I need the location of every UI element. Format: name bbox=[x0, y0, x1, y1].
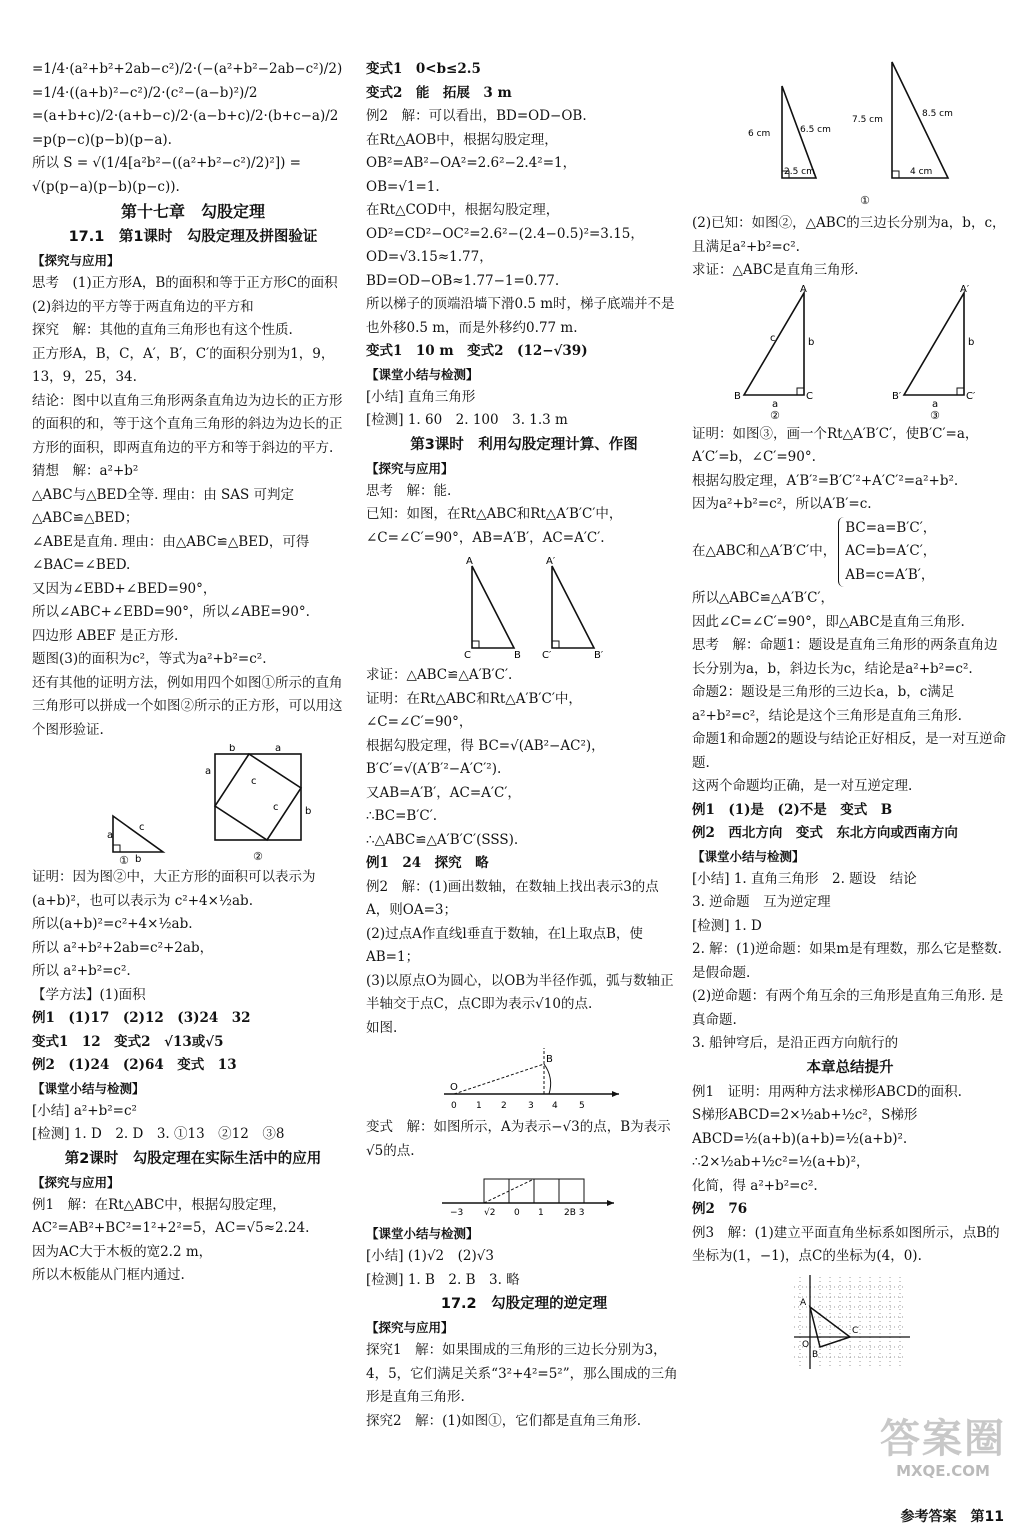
text-line: BC=a=B′C′， bbox=[845, 519, 937, 536]
lesson-title: 第2课时 勾股定理在实际生活中的应用 bbox=[64, 1150, 322, 1167]
section-title: 17.2 勾股定理的逆定理 bbox=[440, 1296, 608, 1312]
number-line-sqrt10-figure bbox=[424, 1042, 624, 1114]
svg-text:c: c bbox=[139, 822, 145, 833]
text-line: 探究1 解：如果围成的三角形的三边长分别为3，4，5，它们满足关系“3²+4²=5²”，那么围成的三角形是直角三角形. bbox=[366, 1342, 678, 1405]
svg-text:b: b bbox=[808, 336, 815, 348]
text-line: 所以△ABC≌△A′B′C′， bbox=[692, 590, 835, 606]
text-line: 这两个命题均正确，是一对互逆定理. bbox=[692, 778, 913, 794]
text-line: OD=√3.15≈1.77， bbox=[366, 249, 493, 265]
svg-text:B: B bbox=[812, 1349, 819, 1360]
text-line: 思考 解：能. bbox=[366, 482, 452, 499]
chapter-title: 第十七章 勾股定理 bbox=[120, 202, 265, 221]
svg-text:4: 4 bbox=[552, 1101, 558, 1111]
text-line: 证明：因为图②中，大正方形的面积可以表示为 bbox=[32, 869, 316, 885]
text-line: 变式1 10 m 变式2 (12−√39) bbox=[366, 343, 588, 359]
text-line: [检测] 1. B 2. B 3. 略 bbox=[366, 1271, 520, 1288]
text-line: 例1 (1)17 (2)12 (3)24 32 bbox=[32, 1010, 251, 1026]
svg-text:B′: B′ bbox=[594, 650, 604, 661]
svg-text:1: 1 bbox=[476, 1101, 482, 1111]
svg-text:A: A bbox=[800, 284, 807, 295]
svg-text:C: C bbox=[852, 1325, 859, 1336]
text-line: [小结] a²+b²=c² bbox=[32, 1102, 137, 1119]
formula-line: 所以 S = √(1/4[a²b²−((a²+b²−c²)/2)²]) = bbox=[32, 155, 301, 171]
text-line: AB=c=A′B′， bbox=[845, 566, 935, 583]
brace-group bbox=[838, 517, 936, 588]
text-line: 根据勾股定理，A′B′²=B′C′²+A′C′²=a²+b². bbox=[692, 472, 959, 489]
svg-text:O: O bbox=[450, 1082, 458, 1093]
text-line: (2)过点A作直线l垂直于数轴，在l上取点B，使AB=1； bbox=[366, 925, 643, 965]
svg-text:B: B bbox=[514, 650, 521, 661]
text-line: 因为a²+b²=c²，所以A′B′=c. bbox=[692, 496, 872, 512]
text-line: 思考 解：命题1：题设是直角三角形的两条直角边长分别为a，b，斜边长为c，结论是a²+b²=c². bbox=[692, 637, 998, 677]
text-line: [检测] 1. D 2. D 3. ①13 ②12 ③8 bbox=[32, 1126, 285, 1142]
lesson-title: 17.1 第1课时 勾股定理及拼图验证 bbox=[68, 229, 318, 245]
section-heading: 【课堂小结与检测】 bbox=[366, 1226, 479, 1241]
svg-text:①: ① bbox=[860, 194, 870, 207]
summary-title: 本章总结提升 bbox=[806, 1059, 894, 1076]
formula-line: √(p(p−a)(p−b)(p−c)). bbox=[32, 178, 180, 195]
text-line: 例2 76 bbox=[692, 1201, 748, 1217]
text-line: ∴2×½ab+½c²=½(a+b)²， bbox=[692, 1154, 870, 1170]
svg-text:b: b bbox=[229, 744, 236, 754]
svg-text:A: A bbox=[466, 556, 473, 567]
text-line: 所以 a²+b²+2ab=c²+2ab， bbox=[32, 939, 214, 956]
text-line: 在Rt△COD中，根据勾股定理， bbox=[366, 202, 560, 218]
text-line: ∴BC=B′C′. bbox=[366, 808, 438, 824]
text-line: (2)斜边的平方等于两直角边的平方和 bbox=[32, 298, 254, 315]
section-heading: 【课堂小结与检测】 bbox=[366, 366, 479, 382]
text-line: 所以∠ABC+∠EBD=90°，所以∠ABE=90°. bbox=[32, 604, 310, 620]
svg-text:c: c bbox=[770, 332, 776, 344]
text-line: [检测] 1. D bbox=[692, 917, 762, 934]
page-footer: 参考答案 第11 bbox=[900, 1509, 1004, 1525]
text-line: 正方形A，B，C，A′，B′，C′的面积分别为1，9，13，9，25，34. bbox=[32, 345, 335, 385]
text-line: 2. 解：(1)逆命题：如果m是有理数，那么它是整数. 是假命题. bbox=[692, 941, 1002, 981]
text-line: 3. 船钟穹后，是沿正西方向航行的 bbox=[692, 1035, 899, 1051]
text-line: 变式2 能 拓展 3 m bbox=[366, 84, 512, 101]
text-line: 例1 (1)是 (2)不是 变式 B bbox=[692, 801, 893, 818]
text-line: 命题2：题设是三角形的三边长a，b，c满足a²+b²=c²，结论是这个三角形是直角三角形. bbox=[692, 684, 962, 724]
svg-text:a: a bbox=[772, 398, 779, 410]
text-line: AC²=AB²+BC²=1²+2²=5，AC=√5≈2.24. bbox=[32, 1220, 310, 1236]
text-line: 所以(a+b)²=c²+4×½ab. bbox=[32, 916, 193, 932]
text-line: 变式1 12 变式2 √13或√5 bbox=[32, 1033, 224, 1050]
svg-text:6 cm: 6 cm bbox=[748, 129, 771, 139]
svg-text:4 cm: 4 cm bbox=[910, 167, 933, 177]
svg-text:②: ② bbox=[253, 850, 263, 863]
text-line: 求证：△ABC≌△A′B′C′. bbox=[366, 667, 513, 683]
text-line: 猜想 解：a²+b² bbox=[32, 463, 139, 479]
svg-text:C: C bbox=[806, 390, 813, 402]
svg-text:②: ② bbox=[770, 408, 780, 421]
text-line: 求证：△ABC是直角三角形. bbox=[692, 262, 859, 278]
section-heading: 【探究与应用】 bbox=[32, 1174, 120, 1190]
text-line: 所以梯子的顶端沿墙下滑0.5 m时，梯子底端并不是也外移0.5 m，而是外移约0.77 m. bbox=[366, 296, 675, 336]
text-line: 例2 解：(1)画出数轴，在数轴上找出表示3的点A，则OA=3； bbox=[366, 878, 659, 918]
measured-triangles-figure bbox=[700, 60, 1000, 210]
formula-line: =1/4·(a²+b²+2ab−c²)/2·(−(a²+b²−2ab−c²)/2) bbox=[32, 61, 343, 77]
number-line-variant-figure bbox=[424, 1165, 624, 1221]
svg-text:2B 3: 2B 3 bbox=[564, 1208, 585, 1218]
svg-text:5: 5 bbox=[579, 1101, 585, 1111]
section-heading: 【课堂小结与检测】 bbox=[32, 1080, 145, 1096]
text-line: 【学方法】(1)面积 bbox=[32, 986, 146, 1003]
lesson-title: 第3课时 利用勾股定理计算、作图 bbox=[410, 436, 638, 453]
text-line: 命题1和命题2的题设与结论正好相反，是一对互逆命题. bbox=[692, 731, 1007, 771]
svg-text:√2: √2 bbox=[484, 1208, 496, 1218]
section-heading: 【课堂小结与检测】 bbox=[692, 848, 805, 864]
pythagoras-square-figure bbox=[43, 744, 343, 864]
svg-text:A′: A′ bbox=[546, 556, 556, 567]
text-line: ∴△ABC≌△A′B′C′(SSS). bbox=[366, 831, 519, 848]
text-line: 3. 逆命题 互为逆定理 bbox=[692, 894, 831, 910]
section-heading: 【探究与应用】 bbox=[366, 460, 454, 476]
formula-line: =(a+b+c)/2·(a+b−c)/2·(a−b+c)/2·(b+c−a)/2 bbox=[32, 108, 339, 124]
svg-text:7.5 cm: 7.5 cm bbox=[852, 115, 883, 125]
text-line: ∠ABE是直角. 理由：由△ABC≌△BED，可得∠BAC=∠BED. bbox=[32, 533, 310, 573]
svg-text:2.5 cm: 2.5 cm bbox=[784, 167, 815, 177]
section-heading: 【探究与应用】 bbox=[366, 1320, 454, 1335]
svg-text:8.5 cm: 8.5 cm bbox=[922, 109, 953, 119]
svg-text:a: a bbox=[107, 830, 114, 841]
text-line: 根据勾股定理，得 BC=√(AB²−AC²)，B′C′=√(A′B′²−A′C′²). bbox=[366, 737, 605, 777]
svg-text:C′: C′ bbox=[542, 650, 552, 661]
svg-text:b: b bbox=[135, 854, 142, 864]
text-line: 在Rt△AOB中，根据勾股定理， bbox=[366, 131, 558, 148]
watermark-url: MXQE.COM bbox=[896, 1462, 990, 1480]
congruent-right-triangles-figure bbox=[424, 552, 624, 662]
text-line: 证明：在Rt△ABC和Rt△A′B′C′中，∠C=∠C′=90°， bbox=[366, 690, 582, 730]
formula-line: =1/4·((a+b)²−c²)/2·(c²−(a−b)²)/2 bbox=[32, 84, 258, 101]
text-line: [小结] (1)√2 (2)√3 bbox=[366, 1248, 494, 1264]
text-line: 在△ABC和△A′B′C′中， bbox=[692, 543, 837, 559]
text-line: 探究 解：其他的直角三角形也有这个性质. bbox=[32, 322, 293, 338]
svg-text:C′: C′ bbox=[966, 390, 976, 402]
svg-text:1: 1 bbox=[538, 1208, 544, 1218]
section-heading: 【探究与应用】 bbox=[32, 253, 120, 268]
text-line: 题图(3)的面积为c²，等式为a²+b²=c². bbox=[32, 651, 267, 667]
text-line: 例2 西北方向 变式 东北方向或西南方向 bbox=[692, 825, 958, 841]
svg-text:0: 0 bbox=[514, 1208, 520, 1218]
text-line: 例2 解：可以看出，BD=OD−OB. bbox=[366, 108, 587, 124]
text-line: 四边形 ABEF 是正方形. bbox=[32, 627, 179, 644]
svg-text:O: O bbox=[802, 1339, 810, 1350]
text-line: 已知：如图，在Rt△ABC和Rt△A′B′C′中，∠C=∠C′=90°，AB=A′B′，AC=A′C′. bbox=[366, 506, 623, 546]
svg-text:a: a bbox=[205, 766, 212, 777]
coordinate-grid-figure bbox=[780, 1271, 920, 1371]
text-line: 例1 证明：用两种方法求梯形ABCD的面积. bbox=[692, 1083, 962, 1100]
text-line: S梯形ABCD=2×½ab+½c²，S梯形ABCD=½(a+b)(a+b)=½(a+b)². bbox=[692, 1107, 918, 1147]
text-line: 例1 24 探究 略 bbox=[366, 855, 489, 871]
svg-text:b: b bbox=[305, 806, 312, 817]
svg-text:B: B bbox=[546, 1054, 553, 1065]
column-3 bbox=[692, 58, 1008, 1373]
svg-text:6.5 cm: 6.5 cm bbox=[800, 125, 831, 135]
text-line: 例2 (1)24 (2)64 变式 13 bbox=[32, 1057, 237, 1073]
svg-text:b: b bbox=[968, 336, 975, 348]
text-line: 例3 解：(1)建立平面直角坐标系如图所示，点B的坐标为(1，−1)，点C的坐标为(4，0). bbox=[692, 1224, 1000, 1264]
text-line: OD²=CD²−OC²=2.6²−(2.4−0.5)²=3.15， bbox=[366, 225, 644, 242]
text-line: (2)逆命题：有两个角互余的三角形是直角三角形. 是真命题. bbox=[692, 988, 1004, 1028]
text-line: AC=b=A′C′， bbox=[845, 543, 937, 559]
text-line: 所以木板能从门框内通过. bbox=[32, 1267, 185, 1283]
text-line: (a+b)²，也可以表示为 c²+4×½ab. bbox=[32, 892, 253, 909]
svg-text:B′: B′ bbox=[892, 390, 902, 402]
watermark-logo: 答案圈 bbox=[880, 1416, 1006, 1462]
text-line: [小结] 直角三角形 bbox=[366, 388, 476, 405]
text-line: OB²=AB²−OA²=2.6²−2.4²=1， bbox=[366, 155, 577, 171]
converse-proof-figure bbox=[700, 285, 1000, 421]
text-line: 变式1 0<b≤2.5 bbox=[366, 61, 481, 77]
formula-line: =p(p−c)(p−b)(p−a). bbox=[32, 131, 172, 148]
text-line: [小结] 1. 直角三角形 2. 题设 结论 bbox=[692, 870, 917, 887]
text-line: △ABC与△BED全等. 理由：由 SAS 可判定△ABC≌△BED； bbox=[32, 486, 295, 526]
text-line: 还有其他的证明方法，例如用四个如图①所示的直角三角形可以拼成一个如图②所示的正方形，可以用这个图形验证. bbox=[32, 674, 343, 738]
svg-text:①: ① bbox=[119, 854, 129, 864]
watermark bbox=[868, 1416, 1018, 1506]
column-1 bbox=[32, 58, 354, 1288]
text-line: (3)以原点O为圆心，以OB为半径作弧，弧与数轴正半轴交于点C，点C即为表示√10的点. bbox=[366, 972, 674, 1012]
text-line: 如图. bbox=[366, 1019, 398, 1036]
svg-text:−3: −3 bbox=[450, 1208, 464, 1218]
svg-text:C: C bbox=[464, 650, 471, 661]
text-line: 化简，得 a²+b²=c². bbox=[692, 1177, 818, 1194]
text-line: 变式 解：如图所示，A为表示−√3的点，B为表示√5的点. bbox=[366, 1119, 671, 1159]
text-line: 证明：如图③，画一个Rt△A′B′C′，使B′C′=a，A′C′=b，∠C′=90°. bbox=[692, 425, 979, 465]
svg-text:c: c bbox=[273, 802, 279, 813]
column-2 bbox=[366, 58, 682, 1433]
text-line: 所以 a²+b²=c². bbox=[32, 963, 131, 979]
svg-text:3: 3 bbox=[528, 1101, 534, 1111]
text-line: 因为AC大于木板的宽2.2 m， bbox=[32, 1243, 213, 1260]
svg-text:a: a bbox=[932, 398, 939, 410]
svg-text:a: a bbox=[275, 744, 282, 754]
svg-text:③: ③ bbox=[930, 408, 940, 421]
text-line: 结论：图中以直角三角形两条直角边为边长的正方形的面积的和，等于这个直角三角形的斜边为边长的正方形的面积，即两直角边的平方和等于斜边的平方. bbox=[32, 392, 343, 456]
svg-text:B: B bbox=[734, 390, 741, 402]
text-line: [检测] 1. 60 2. 100 3. 1.3 m bbox=[366, 412, 568, 428]
text-line: 又AB=A′B′，AC=A′C′， bbox=[366, 784, 521, 801]
text-line: 又因为∠EBD+∠BED=90°， bbox=[32, 580, 217, 597]
text-line: BD=OD−OB≈1.77−1=0.77. bbox=[366, 272, 560, 289]
text-line: 探究2 解：(1)如图①，它们都是直角三角形. bbox=[366, 1412, 642, 1429]
text-line: (2)已知：如图②，△ABC的三边长分别为a，b，c，且满足a²+b²=c². bbox=[692, 215, 1006, 255]
svg-text:0: 0 bbox=[451, 1101, 457, 1111]
congruence-system bbox=[692, 517, 1008, 588]
text-line: 例1 解：在Rt△ABC中，根据勾股定理， bbox=[32, 1196, 286, 1213]
text-line: 因此∠C=∠C′=90°，即△ABC是直角三角形. bbox=[692, 613, 965, 630]
svg-text:c: c bbox=[251, 776, 257, 787]
svg-text:A′: A′ bbox=[960, 284, 970, 295]
text-line: OB=√1=1. bbox=[366, 178, 440, 195]
text-line: 思考 (1)正方形A，B的面积和等于正方形C的面积 bbox=[32, 275, 338, 291]
svg-text:A: A bbox=[800, 1297, 807, 1308]
svg-text:2: 2 bbox=[501, 1101, 507, 1111]
